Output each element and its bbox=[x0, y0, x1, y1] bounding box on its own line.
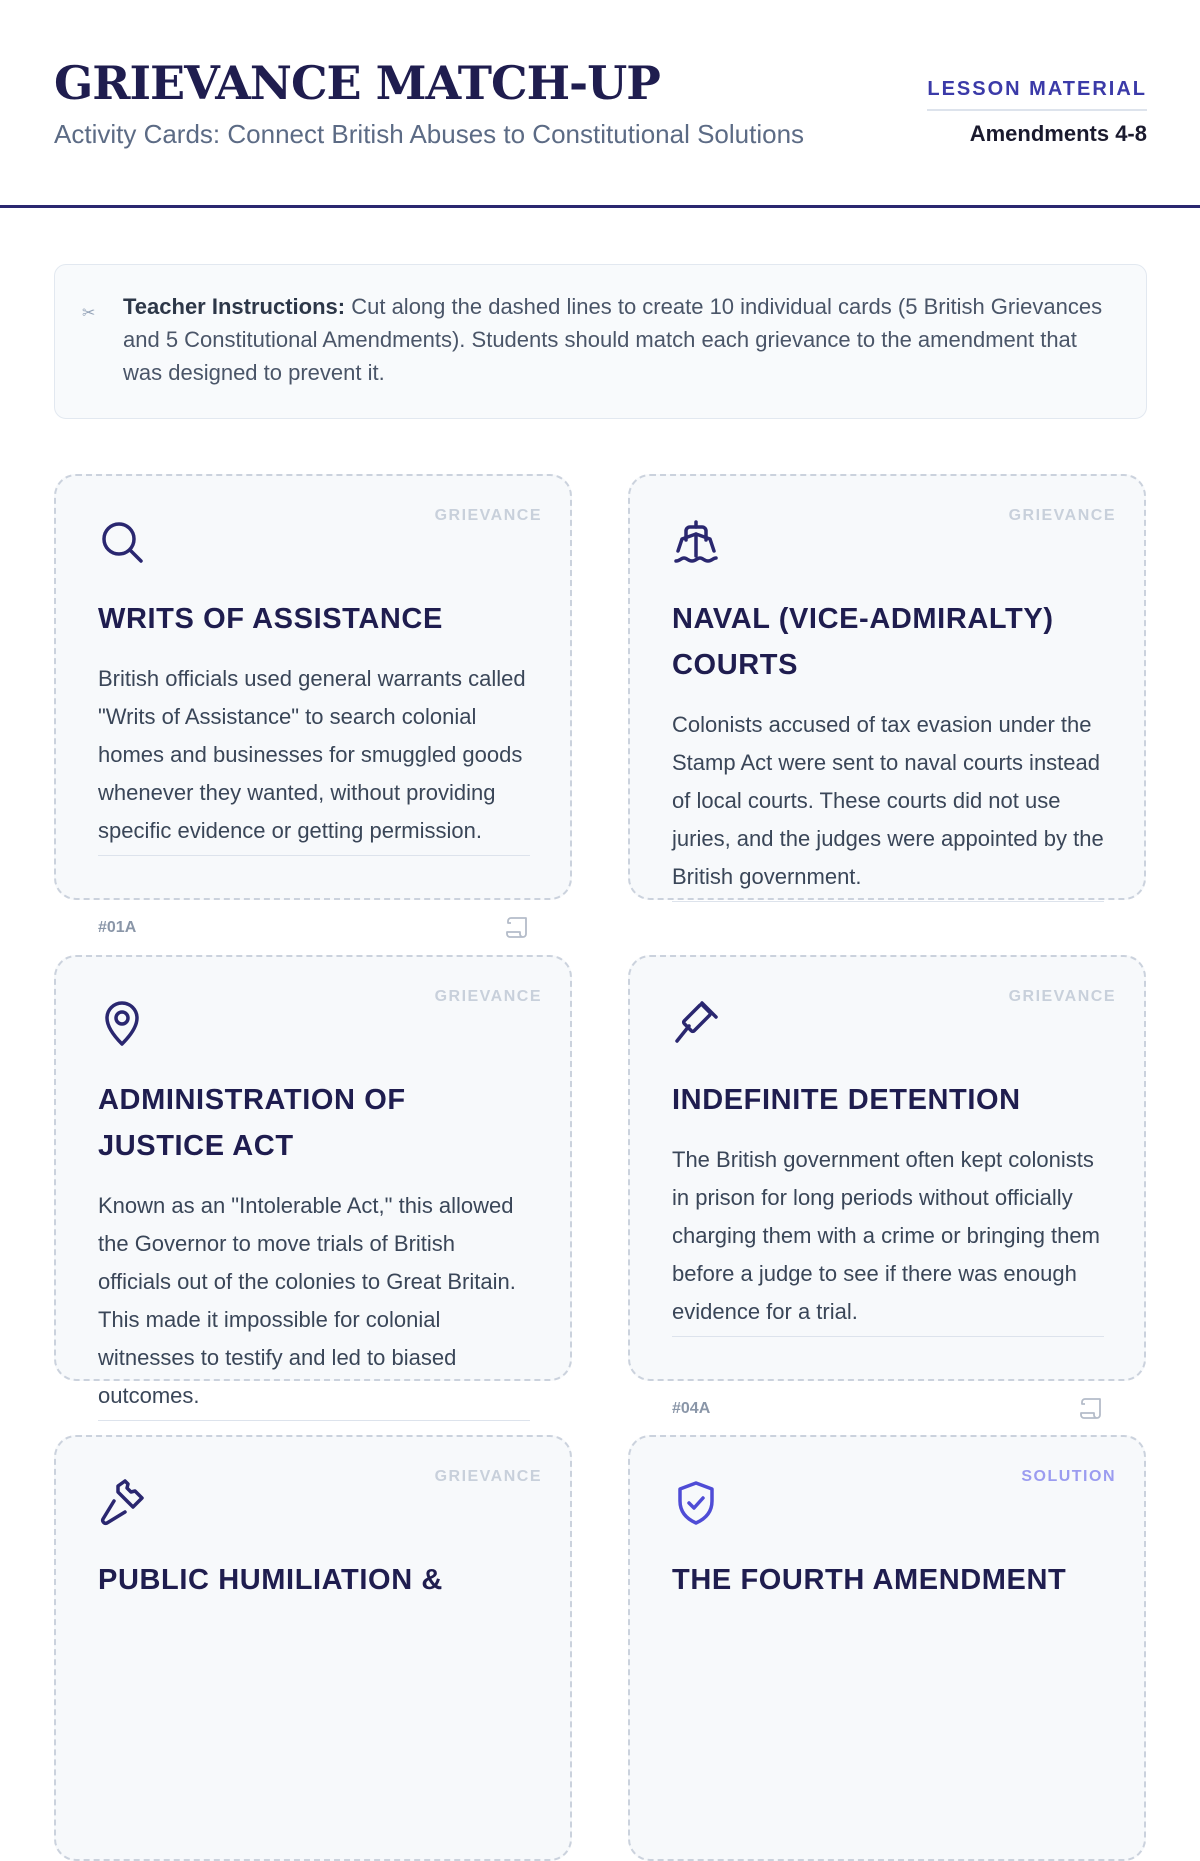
card-public-humiliation[interactable] bbox=[54, 1435, 572, 1861]
card-description: The British government often kept colonists in prison for long periods without officially charging them with a crime or bringing them before a judge to see if there was enough evidence for a trial. bbox=[672, 1141, 1104, 1337]
card-title: THE FOURTH AMENDMENT bbox=[672, 1564, 1067, 1596]
card-naval-courts[interactable] bbox=[628, 474, 1146, 900]
card-tag: GRIEVANCE bbox=[1008, 507, 1116, 524]
card-title: ADMINISTRATION OF JUSTICE ACT bbox=[98, 1084, 406, 1162]
ship-icon bbox=[672, 518, 720, 566]
search-icon bbox=[98, 518, 146, 566]
header bbox=[0, 0, 1200, 208]
card-title: PUBLIC HUMILIATION & bbox=[98, 1564, 443, 1596]
shield-check-icon bbox=[672, 1479, 720, 1527]
card-title: NAVAL (VICE-ADMIRALTY) COURTS bbox=[672, 603, 1054, 681]
teacher-instructions bbox=[54, 264, 1147, 419]
card-id: #04A bbox=[672, 1400, 711, 1417]
meta-label: LESSON MATERIAL bbox=[927, 78, 1147, 111]
card-title: INDEFINITE DETENTION bbox=[672, 1084, 1021, 1116]
card-tag: SOLUTION bbox=[1021, 1468, 1116, 1485]
card-writs-of-assistance[interactable] bbox=[54, 474, 572, 936]
page-subtitle: Activity Cards: Connect British Abuses to Constitutional Solutions bbox=[54, 119, 805, 149]
card-title: WRITS OF ASSISTANCE bbox=[98, 603, 443, 635]
gavel-icon bbox=[672, 999, 720, 1047]
card-description: British officials used general warrants called "Writs of Assistance" to search colonial homes and businesses for smuggled goods whenever they wanted, without providing specific evidence or getting permission. bbox=[98, 660, 530, 856]
card-description: Known as an "Intolerable Act," this allowed the Governor to move trials of British officials out of the colonies to Great Britain. This made it impossible for colonial witnesses to testify and led to biased outcomes. bbox=[98, 1187, 530, 1421]
instructions-body: Cut along the dashed lines to create 10 individual cards (5 British Grievances and 5 Constitutional Amendments). Students should match each grievance to the amendment that was designed to prevent it. bbox=[123, 294, 1103, 385]
card-administration-of-justice-act[interactable] bbox=[54, 955, 572, 1408]
scissors-icon: ✂ bbox=[82, 305, 96, 322]
card-tag: GRIEVANCE bbox=[434, 1468, 542, 1485]
instructions-text bbox=[123, 290, 1108, 389]
map-pin-icon bbox=[98, 999, 146, 1047]
hammer-icon bbox=[98, 1479, 146, 1527]
card-fourth-amendment[interactable] bbox=[628, 1435, 1146, 1861]
page-title: GRIEVANCE MATCH-UP bbox=[54, 56, 660, 110]
lesson-meta bbox=[927, 78, 1147, 147]
scroll-icon bbox=[504, 914, 530, 940]
card-id: #01A bbox=[98, 919, 137, 936]
instructions-label: Teacher Instructions: bbox=[123, 294, 346, 319]
meta-value: Amendments 4-8 bbox=[969, 121, 1147, 146]
card-description: Colonists accused of tax evasion under the Stamp Act were sent to naval courts instead of local courts. These courts did not use juries, and the judges were appointed by the British government. bbox=[672, 706, 1104, 902]
card-tag: GRIEVANCE bbox=[434, 507, 542, 524]
scroll-icon bbox=[1078, 1395, 1104, 1421]
card-tag: GRIEVANCE bbox=[434, 988, 542, 1005]
card-tag: GRIEVANCE bbox=[1008, 988, 1116, 1005]
card-indefinite-detention[interactable] bbox=[628, 955, 1146, 1417]
